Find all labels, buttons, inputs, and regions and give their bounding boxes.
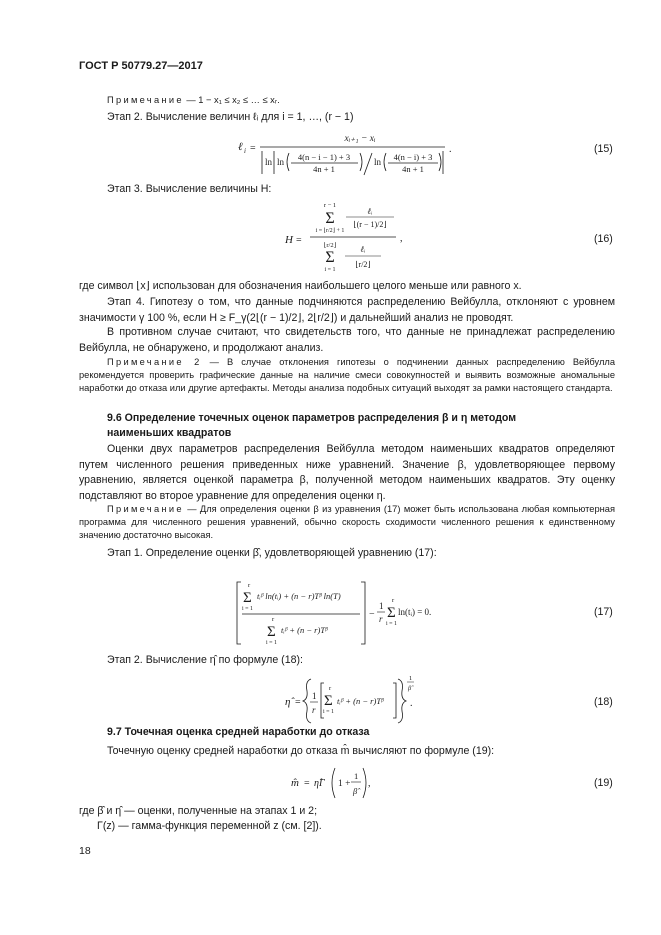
- f18-eq: =: [295, 697, 301, 708]
- eq-number-16: (16): [594, 233, 613, 245]
- f17-den-sum: Σ: [267, 624, 276, 640]
- f18-expr: tᵢᵝ + (n − r)Tᵝ: [337, 696, 384, 706]
- f18-sum: Σ: [324, 693, 333, 709]
- f17-r: r: [379, 614, 383, 624]
- f18-up: r: [329, 685, 332, 692]
- f16-sum-top-up: r − 1: [323, 202, 337, 209]
- f15-num: xᵢ₊₁ − xᵢ: [344, 134, 376, 144]
- f18-one: 1: [312, 691, 317, 701]
- note-3-label: Примечание: [107, 504, 184, 514]
- f16-trail: ,: [400, 233, 403, 244]
- f17-sum2: Σ: [387, 605, 396, 621]
- formula-16: [282, 199, 412, 277]
- note-3-text: — Для определения оценки β из уравнения (17) может быть использована любая компьютерная программа для численного решения уравнений, обычно скорость сходимости численного решения к единственному значению достаточно высокая.: [79, 504, 615, 541]
- f15-lhs: ℓ: [238, 141, 243, 153]
- step-2-eta: Этап 2. Вычисление η̂ по формуле (18):: [107, 654, 303, 666]
- f15-frac1-den: 4n + 1: [313, 164, 335, 174]
- eq-number-17: (17): [594, 606, 613, 618]
- where-1-symbol: β̂ и η̂: [97, 805, 122, 817]
- f19-rhs: η̂Γ: [314, 778, 325, 789]
- f17-sum2-low: i = 1: [386, 621, 398, 627]
- f16-sum-bot-low: i = 1: [324, 267, 336, 273]
- f17-minus: −: [369, 609, 375, 620]
- f19-lhs: m̂: [291, 777, 299, 789]
- f19-fden: β̂: [353, 786, 358, 796]
- where-2: [97, 819, 597, 835]
- formula-15: [230, 126, 460, 182]
- f16-term-top: ℓᵢ: [367, 206, 373, 216]
- f17-den-low: i = 1: [266, 640, 278, 646]
- para-9-7: Точечную оценку средней наработки до отказа m̂ вычисляют по формуле (19):: [107, 745, 495, 757]
- f16-sigma-top: Σ: [325, 210, 335, 227]
- f16-eq: =: [296, 235, 302, 246]
- where-1-text: — оценки, полученные на этапах 1 и 2;: [121, 805, 318, 817]
- para-floor: где символ ⌊x⌋ использован для обозначения наибольшего целого меньше или равного x.: [79, 280, 522, 292]
- note-2: [79, 356, 615, 396]
- section-9-6-title: 9.6 Определение точечных оценок параметров распределения β и η методом наименьших квадратов: [107, 412, 517, 439]
- f19-trail: ,: [368, 778, 371, 789]
- f15-ln-2: ln: [277, 157, 285, 167]
- f16-lhs: H: [285, 234, 293, 246]
- f16-sigma-bot: Σ: [325, 249, 335, 266]
- f17-one: 1: [379, 601, 384, 611]
- eq-number-18: (18): [594, 696, 613, 708]
- f16-div-top: ⌊(r − 1)/2⌋: [353, 220, 387, 229]
- step-2-title: Этап 2. Вычисление величин ℓᵢ для i = 1, …, (r − 1): [107, 111, 354, 123]
- para-9-6: Оценки двух параметров распределения Вейбулла методом наименьших квадратов определяют путем численного решения приведенных ниже уравнений. Значение β, удовлетворяющее первому уравнению, является оценкой параметра β, полученной методом наименьших квадратов. Эту оценку подставляют во второе уравнение для определения оценки η.: [79, 443, 615, 502]
- para-otherwise: В противном случае считают, что свидетельств того, что данные не принадлежат распределению Вейбулла, не обнаружено, и продолжают анализ.: [79, 326, 615, 354]
- f18-lhs: η̂: [285, 696, 291, 708]
- f16-sum-bot-up: ⌊r/2⌋: [323, 242, 337, 249]
- f15-ln-1: ln: [265, 157, 273, 167]
- f17-num-expr: tᵢᵝ ln(tᵢ) + (n − r)Tᵝ ln(T): [257, 591, 341, 601]
- note-1-label: Примечание: [107, 95, 184, 105]
- para-step-4: Этап 4. Гипотезу о том, что данные подчиняются распределению Вейбулла, отклоняют с уровнем значимости γ 100 %, если H ≥ F_γ(2⌊(r − 1)/2⌋, 2⌊r/2⌋) и дальнейший анализ не проводят.: [79, 296, 615, 324]
- f18-low: i = 1: [323, 709, 335, 715]
- formula-19: [289, 764, 374, 802]
- note-3: [79, 503, 615, 543]
- f17-sum2-up: r: [392, 597, 395, 604]
- f18-pow-num: 1: [409, 675, 413, 682]
- f17-sum-expr: ln(tᵢ) = 0.: [398, 607, 432, 617]
- where-2-text: — гамма-функция переменной z (см. [2]).: [115, 820, 322, 832]
- f17-num-sum: Σ: [243, 590, 252, 606]
- step-3-title: Этап 3. Вычисление величины H:: [107, 183, 272, 195]
- where-1: [79, 804, 579, 820]
- f15-lhs-sub: i: [244, 147, 246, 155]
- f18-r: r: [312, 705, 316, 715]
- document-header: ГОСТ Р 50779.27—2017: [79, 60, 203, 72]
- f15-frac1-num: 4(n − i − 1) + 3: [297, 152, 351, 162]
- note-1: [107, 94, 587, 107]
- note-2-text: — В случае отклонения гипотезы о подчинении данных распределению Вейбулла рекомендуется проверить графические данные на наличие смеси совокупностей и выявить возможные аномальные наработки до отказа или другие артефакты. Методы анализа подобных ситуаций выходят за рамки настоящего стандарта.: [79, 357, 615, 394]
- f15-frac2-num: 4(n − i) + 3: [393, 152, 433, 162]
- f19-fnum: 1: [354, 771, 359, 781]
- f17-den-up: r: [272, 616, 275, 623]
- where-2-symbol: Γ(z): [97, 820, 116, 832]
- formula-18: [282, 673, 417, 725]
- section-9-7-title: 9.7 Точечная оценка средней наработки до отказа: [107, 726, 370, 738]
- f17-num-up: r: [248, 582, 251, 589]
- f16-sum-top-low: i = ⌊r/2⌋ + 1: [315, 228, 345, 234]
- f18-pow-den: β̂: [408, 685, 412, 692]
- page-number: 18: [79, 845, 91, 857]
- formula-17: [232, 578, 447, 648]
- f17-den-expr: tᵢᵝ + (n − r)Tᵝ: [281, 625, 328, 635]
- step-1-beta: Этап 1. Определение оценки β̂, удовлетворяющей уравнению (17):: [107, 547, 437, 559]
- f19-one: 1 +: [338, 779, 351, 789]
- note-2-label: Примечание 2: [107, 357, 202, 367]
- f15-ln-3: ln: [374, 157, 382, 167]
- f16-div-bot: ⌊r/2⌋: [355, 260, 371, 269]
- where-1-lead: где: [79, 805, 98, 817]
- f18-trail: .: [410, 698, 413, 709]
- f16-term-bot: ℓᵢ: [360, 244, 366, 254]
- f19-eq: =: [304, 778, 310, 789]
- f15-trail: .: [449, 144, 452, 155]
- f15-eq: =: [250, 143, 256, 154]
- note-1-text: — 1 − x₁ ≤ x₂ ≤ … ≤ xᵣ.: [183, 95, 280, 105]
- f17-num-low: i = 1: [242, 606, 254, 612]
- f15-frac2-den: 4n + 1: [402, 164, 424, 174]
- eq-number-19: (19): [594, 777, 613, 789]
- eq-number-15: (15): [594, 143, 613, 155]
